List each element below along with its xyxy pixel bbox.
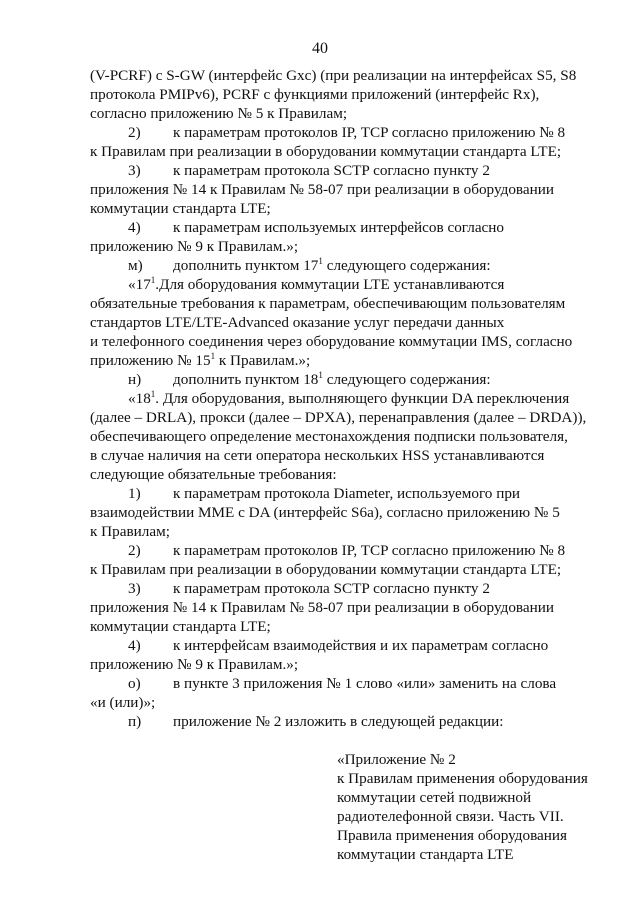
text-line: (V-PCRF) с S-GW (интерфейс Gxc) (при реализации на интерфейсах S5, S8 [90, 67, 577, 84]
text-run: к Правилам.»; [215, 352, 311, 369]
list-item [128, 370, 595, 389]
text-line: в случае наличия на сети оператора нескольких HSS устанавливаются [90, 447, 545, 464]
text-line [90, 351, 595, 370]
text-line: согласно приложению № 5 к Правилам; [90, 105, 348, 122]
list-label: о) [128, 675, 141, 692]
text-run: к интерфейсам взаимодействия и их параметрам согласно [173, 637, 549, 654]
text-run: к параметрам протокола SCTP согласно пункту 2 [173, 162, 490, 179]
text-run: к параметрам протоколов IP, TCP согласно приложению № 8 [173, 124, 566, 141]
list-label: 2) [128, 542, 141, 559]
text-run: к параметрам протокола Diameter, используемого при [173, 485, 521, 502]
text-run: к параметрам используемых интерфейсов согласно [173, 219, 505, 236]
text-line: к Правилам при реализации в оборудовании коммутации стандарта LTE; [90, 143, 562, 160]
text-line: приложению № 9 к Правилам.»; [90, 238, 299, 255]
list-label: 3) [128, 580, 141, 597]
superscript: 1 [150, 275, 156, 285]
text-run: в пункте 3 приложения № 1 слово «или» заменить на слова [173, 675, 557, 692]
page-number: 40 [312, 40, 328, 57]
appendix-line: к Правилам применения оборудования [337, 770, 588, 787]
list-label: п) [128, 713, 142, 730]
appendix-line: коммутации сетей подвижной [337, 789, 532, 806]
list-label: м) [128, 257, 143, 274]
list-label: 4) [128, 219, 141, 236]
list-item [128, 674, 595, 693]
list-label: 3) [128, 162, 141, 179]
text-line: к Правилам; [90, 523, 170, 540]
superscript: 1 [318, 256, 323, 266]
text-line: обеспечивающего определение местонахождения подписки пользователя, [90, 428, 568, 445]
list-label: н) [128, 371, 142, 388]
list-item [128, 636, 595, 655]
list-item [128, 161, 595, 180]
text-line: к Правилам при реализации в оборудовании коммутации стандарта LTE; [90, 561, 562, 578]
text-line: приложения № 14 к Правилам № 58-07 при реализации в оборудовании [90, 599, 555, 616]
text-run: дополнить пунктом 17 [173, 257, 319, 274]
text-run: следующего содержания: [322, 371, 491, 388]
text-line: следующие обязательные требования: [90, 466, 337, 483]
list-label: 4) [128, 637, 141, 654]
appendix-line: коммутации стандарта LTE [337, 846, 514, 863]
list-item [128, 579, 595, 598]
text-line: приложения № 14 к Правилам № 58-07 при реализации в оборудовании [90, 181, 555, 198]
list-item [128, 256, 595, 275]
list-item [128, 123, 595, 142]
text-line: приложению № 9 к Правилам.»; [90, 656, 299, 673]
text-run: «18 [128, 390, 151, 407]
text-run: «17 [128, 276, 151, 293]
text-line: (далее – DRLA), прокси (далее – DPXA), перенаправления (далее – DRDA)), [90, 409, 587, 426]
text-line: обязательные требования к параметрам, обеспечивающим пользователям [90, 295, 566, 312]
text-run: к параметрам протоколов IP, TCP согласно приложению № 8 [173, 542, 566, 559]
text-line: протокола PMIPv6), PCRF с функциями приложений (интерфейс Rx), [90, 86, 540, 103]
text-run: .Для оборудования коммутации LTE устанавливаются [155, 276, 505, 293]
text-line: коммутации стандарта LTE; [90, 200, 271, 217]
list-item [128, 712, 595, 731]
text-run: приложению № 15 [90, 352, 211, 369]
text-line: коммутации стандарта LTE; [90, 618, 271, 635]
text-line: «и (или)»; [90, 694, 156, 711]
list-item [128, 541, 595, 560]
text-run: . Для оборудования, выполняющего функции DA переключения [155, 390, 570, 407]
text-line [128, 275, 595, 294]
list-item [128, 484, 595, 503]
appendix-line: Правила применения оборудования [337, 827, 568, 844]
text-line [128, 389, 595, 408]
list-label: 1) [128, 485, 141, 502]
text-line: стандартов LTE/LTE-Advanced оказание услуг передачи данных [90, 314, 505, 331]
appendix-line: «Приложение № 2 [337, 751, 456, 768]
list-item [128, 218, 595, 237]
list-label: 2) [128, 124, 141, 141]
text-run: дополнить пунктом 18 [173, 371, 319, 388]
text-run: к параметрам протокола SCTP согласно пункту 2 [173, 580, 490, 597]
superscript: 1 [210, 351, 216, 361]
text-line: взаимодействии MME с DA (интерфейс S6a), согласно приложению № 5 [90, 504, 560, 521]
text-run: следующего содержания: [322, 257, 491, 274]
text-line: и телефонного соединения через оборудование коммутации IMS, согласно [90, 333, 573, 350]
superscript: 1 [150, 389, 156, 399]
text-run: приложение № 2 изложить в следующей редакции: [173, 713, 504, 730]
superscript: 1 [318, 370, 323, 380]
appendix-line: радиотелефонной связи. Часть VII. [337, 808, 564, 825]
